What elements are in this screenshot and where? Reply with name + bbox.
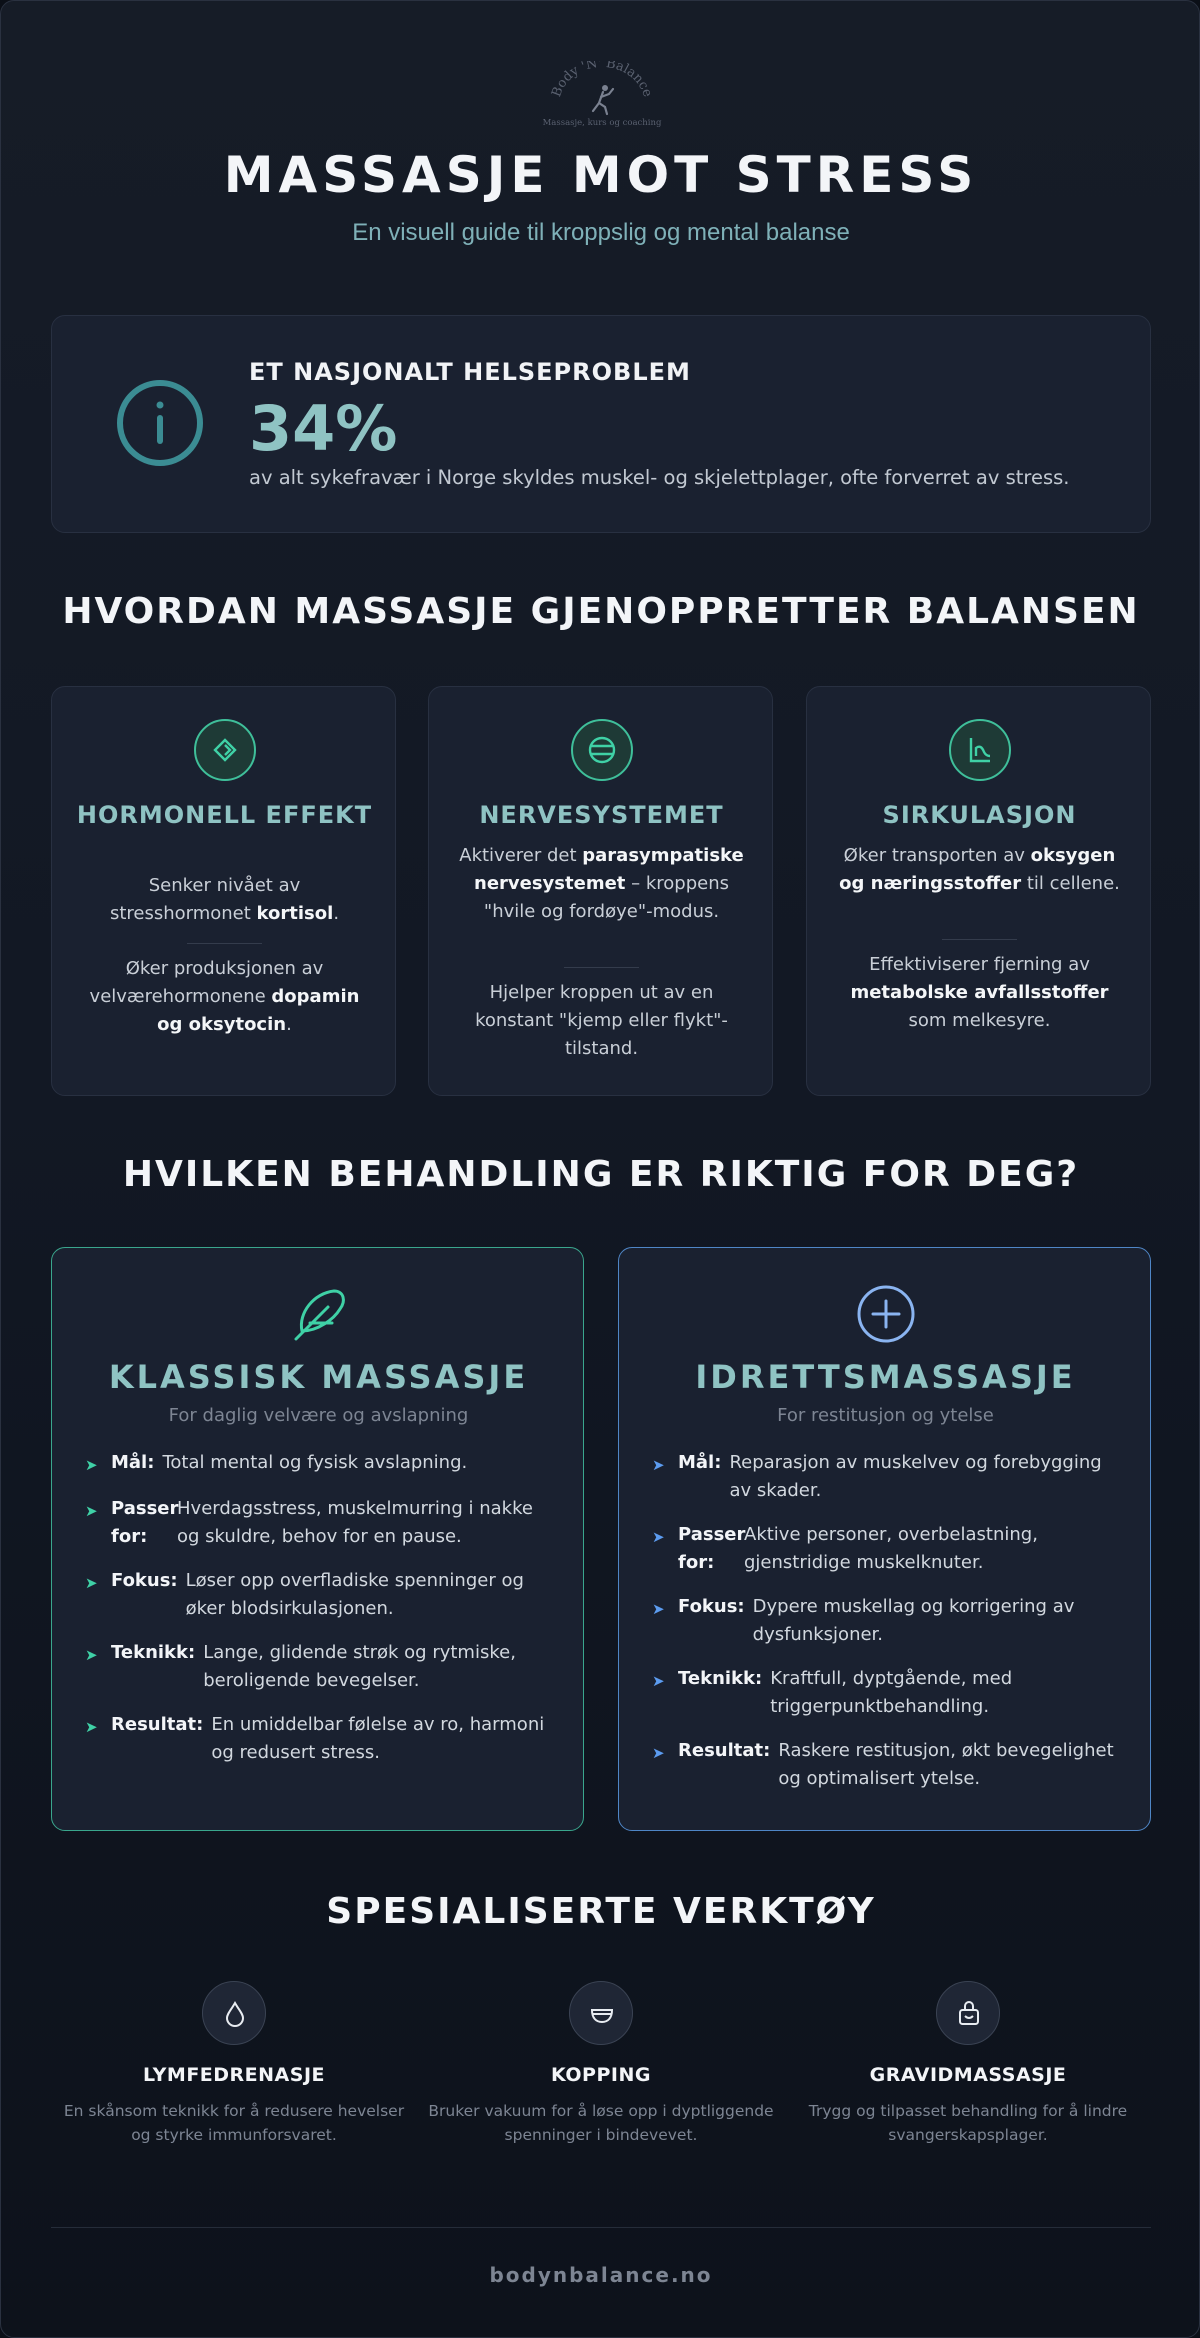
info-icon xyxy=(115,378,205,468)
tool-icon-circle xyxy=(202,1981,266,2045)
mechanism-card-nervous xyxy=(428,686,773,1096)
tool-description: En skånsom teknikk for å redusere hevelser og styrke immunforsvaret. xyxy=(63,2102,405,2144)
list-item: ➤ Fokus: Løser opp overfladiske spenninger og øker blodsirkulasjonen. xyxy=(85,1567,555,1623)
problem-stat: 34% xyxy=(249,392,398,465)
treatment-subtitle: For daglig velvære og avslapning xyxy=(168,1405,469,1426)
treatment-feature-list xyxy=(652,1449,1122,1809)
arrow-icon: ➤ xyxy=(85,1502,98,1520)
tool-title: KOPPING xyxy=(551,2064,651,2086)
list-item: ➤ Passer for: Hverdagsstress, muskelmurring i nakke og skuldre, behov for en pause. xyxy=(85,1495,555,1551)
arrow-icon: ➤ xyxy=(85,1718,98,1736)
mechanism-title: HORMONELL EFFEKT xyxy=(76,801,373,829)
logo-tagline: Massasje, kurs og coaching xyxy=(542,118,662,128)
tool-description: Trygg og tilpasset behandling for å lindre svangerskapsplager. xyxy=(808,2102,1128,2144)
treatment-card-classic xyxy=(51,1247,584,1831)
problem-kicker: ET NASJONALT HELSEPROBLEM xyxy=(249,358,691,386)
mechanism-title: SIRKULASJON xyxy=(882,801,1077,829)
arrow-icon: ➤ xyxy=(652,1744,665,1762)
logo-brand-text: Body 'N' Balance xyxy=(549,61,655,100)
treatment-feature-list xyxy=(85,1449,555,1783)
treatment-card-sports xyxy=(618,1247,1151,1831)
cup-icon xyxy=(588,2000,616,2028)
page-title: MASSASJE MOT STRESS xyxy=(223,146,979,204)
mechanism-text-1: Øker transporten av oksygen og næringsstoffer til cellene. xyxy=(839,845,1120,894)
nervous-system-icon xyxy=(570,718,634,782)
problem-card xyxy=(51,315,1151,533)
tool-description: Bruker vakuum for å løse opp i dyptliggende spenninger i bindevevet. xyxy=(428,2102,774,2144)
mechanism-title: NERVESYSTEMET xyxy=(479,801,724,829)
divider xyxy=(564,967,639,968)
list-item: ➤ Resultat: En umiddelbar følelse av ro, harmoni og redusert stress. xyxy=(85,1711,555,1767)
list-item: ➤ Passer for: Aktive personer, overbelastning, gjenstridige muskelknuter. xyxy=(652,1521,1122,1577)
mechanism-card-hormonal xyxy=(51,686,396,1096)
mechanism-text-1: Senker nivået av stresshormonet kortisol. xyxy=(109,875,340,924)
problem-description: av alt sykefravær i Norge skyldes muskel- og skjelettplager, ofte forverret av stress. xyxy=(249,466,1070,489)
hormone-icon xyxy=(193,718,257,782)
list-item: ➤ Mål: Total mental og fysisk avslapning. xyxy=(85,1449,555,1479)
logo-figure-icon xyxy=(593,85,613,114)
circulation-icon xyxy=(948,718,1012,782)
arrow-icon: ➤ xyxy=(85,1574,98,1592)
treatment-title: IDRETTSMASSASJE xyxy=(695,1358,1076,1396)
arrow-icon: ➤ xyxy=(652,1672,665,1690)
footer-url[interactable]: bodynbalance.no xyxy=(489,2263,713,2287)
tool-icon-circle xyxy=(569,1981,633,2045)
divider xyxy=(942,939,1017,940)
list-item: ➤ Fokus: Dypere muskellag og korrigering av dysfunksjoner. xyxy=(652,1593,1122,1649)
treatment-title: KLASSISK MASSASJE xyxy=(108,1358,529,1396)
arrow-icon: ➤ xyxy=(652,1600,665,1618)
feather-icon xyxy=(288,1283,350,1345)
mechanism-text-2: Hjelper kroppen ut av en konstant "kjemp eller flykt"-tilstand. xyxy=(475,982,728,1059)
pregnancy-icon xyxy=(955,2000,983,2028)
treatments-heading: HVILKEN BEHANDLING ER RIKTIG FOR DEG? xyxy=(122,1154,1080,1195)
page-subtitle: En visuell guide til kroppslig og mental balanse xyxy=(352,219,850,246)
tool-title: GRAVIDMASSASJE xyxy=(869,2064,1067,2086)
divider xyxy=(187,943,262,944)
mechanism-text-1: Aktiverer det parasympatiske nervesystemet – kroppens "hvile og fordøye"-modus. xyxy=(459,845,744,922)
plus-circle-icon xyxy=(855,1283,917,1345)
droplet-icon xyxy=(221,2000,249,2028)
list-item: ➤ Mål: Reparasjon av muskelvev og forebygging av skader. xyxy=(652,1449,1122,1505)
brand-logo xyxy=(541,61,663,135)
footer-divider xyxy=(51,2227,1151,2228)
arrow-icon: ➤ xyxy=(85,1456,98,1474)
list-item: ➤ Teknikk: Lange, glidende strøk og rytmiske, beroligende bevegelser. xyxy=(85,1639,555,1695)
mechanisms-heading: HVORDAN MASSASJE GJENOPPRETTER BALANSEN xyxy=(62,591,1140,632)
tool-title: LYMFEDRENASJE xyxy=(143,2064,325,2086)
tools-heading: SPESIALISERTE VERKTØY xyxy=(326,1891,876,1932)
mechanism-card-circulation xyxy=(806,686,1151,1096)
list-item: ➤ Teknikk: Kraftfull, dyptgående, med triggerpunktbehandling. xyxy=(652,1665,1122,1721)
arrow-icon: ➤ xyxy=(85,1646,98,1664)
mechanism-text-2: Øker produksjonen av velværehormonene dopamin og oksytocin. xyxy=(89,958,360,1035)
logo-mark xyxy=(541,61,663,121)
arrow-icon: ➤ xyxy=(652,1456,665,1474)
list-item: ➤ Resultat: Raskere restitusjon, økt bevegelighet og optimalisert ytelse. xyxy=(652,1737,1122,1793)
tool-icon-circle xyxy=(936,1981,1000,2045)
treatment-subtitle: For restitusjon og ytelse xyxy=(777,1405,994,1426)
mechanism-text-2: Effektiviserer fjerning av metabolske avfallsstoffer som melkesyre. xyxy=(850,954,1109,1031)
arrow-icon: ➤ xyxy=(652,1528,665,1546)
